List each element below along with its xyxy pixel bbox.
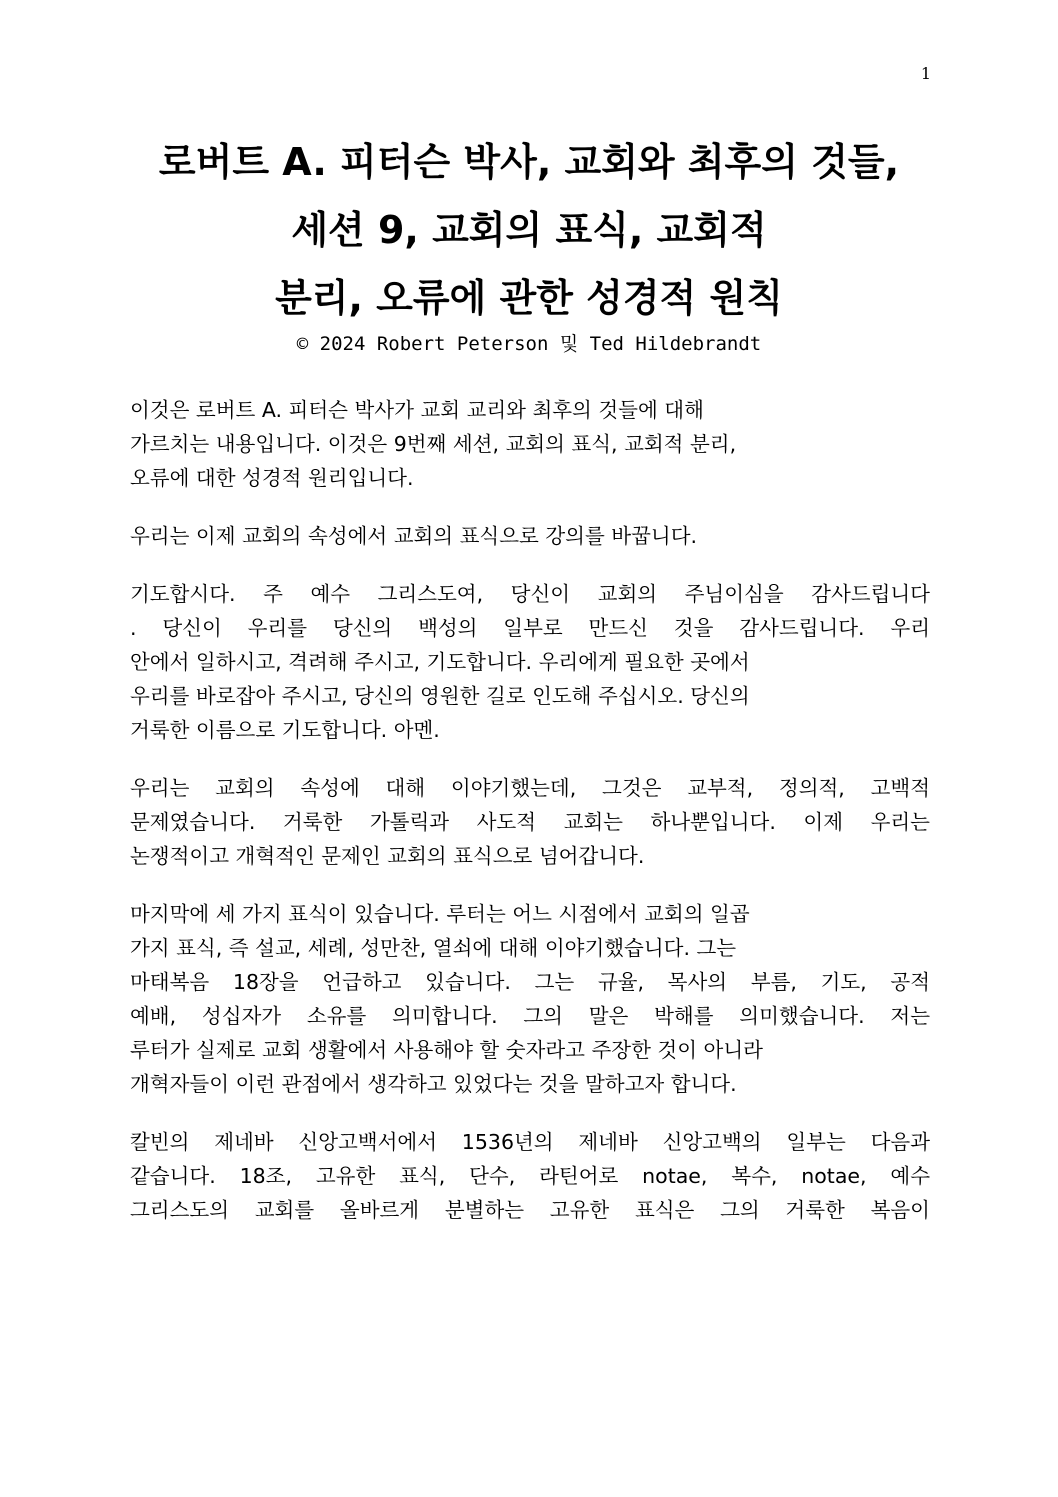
text-line: 거룩한 이름으로 기도합니다. 아멘.	[130, 718, 440, 742]
text-line: 이것은 로버트 A. 피터슨 박사가 교회 교리와 최후의 것들에 대해	[130, 398, 704, 422]
text-line: . 당신이 우리를 당신의 백성의 일부로 만드신 것을 감사드립니다. 우리	[130, 616, 930, 640]
title-line: 분리, 오류에 관한 성경적 원칙	[275, 276, 783, 320]
text-line: 가르치는 내용입니다. 이것은 9번째 세션, 교회의 표식, 교회적 분리,	[130, 432, 737, 456]
text-line: 우리를 바로잡아 주시고, 당신의 영원한 길로 인도해 주십시오. 당신의	[130, 684, 750, 708]
paragraph-attributes	[130, 771, 930, 873]
paragraph-transition	[130, 519, 930, 553]
text-line: 마태복음 18장을 언급하고 있습니다. 그는 규율, 목사의 부름, 기도, 공적	[130, 970, 930, 994]
text-line: 우리는 교회의 속성에 대해 이야기했는데, 그것은 교부적, 정의적, 고백적	[130, 776, 930, 800]
page-number: 1	[920, 64, 931, 83]
paragraph-intro	[130, 393, 930, 495]
text-line: 논쟁적이고 개혁적인 문제인 교회의 표식으로 넘어갑니다.	[130, 844, 645, 868]
text-line: 가지 표식, 즉 설교, 세례, 성만찬, 열쇠에 대해 이야기했습니다. 그는	[130, 936, 737, 960]
text-line: 기도합시다. 주 예수 그리스도여, 당신이 교회의 주님이심을 감사드립니다	[130, 582, 930, 606]
text-line: 루터가 실제로 교회 생활에서 사용해야 할 숫자라고 주장한 것이 아니라	[130, 1038, 763, 1062]
text-line: 개혁자들이 이런 관점에서 생각하고 있었다는 것을 말하고자 합니다.	[130, 1072, 737, 1096]
text-line: 마지막에 세 가지 표식이 있습니다. 루터는 어느 시점에서 교회의 일곱	[130, 902, 750, 926]
paragraph-luther	[130, 897, 930, 1101]
text-line: 우리는 이제 교회의 속성에서 교회의 표식으로 강의를 바꿉니다.	[130, 524, 698, 548]
document-title	[60, 128, 998, 332]
text-line: 안에서 일하시고, 격려해 주시고, 기도합니다. 우리에게 필요한 곳에서	[130, 650, 750, 674]
paragraph-calvin	[130, 1125, 930, 1227]
document-body	[130, 393, 930, 1251]
text-line: 문제였습니다. 거룩한 가톨릭과 사도적 교회는 하나뿐입니다. 이제 우리는	[130, 810, 930, 834]
text-line: 그리스도의 교회를 올바르게 분별하는 고유한 표식은 그의 거룩한 복음이	[130, 1198, 930, 1222]
text-line: 오류에 대한 성경적 원리입니다.	[130, 466, 414, 490]
text-line: 같습니다. 18조, 고유한 표식, 단수, 라틴어로 notae, 복수, notae, 예수	[130, 1164, 930, 1188]
title-line: 로버트 A. 피터슨 박사, 교회와 최후의 것들,	[158, 140, 900, 184]
text-line: 예배, 성십자가 소유를 의미합니다. 그의 말은 박해를 의미했습니다. 저는	[130, 1004, 930, 1028]
text-line: 칼빈의 제네바 신앙고백서에서 1536년의 제네바 신앙고백의 일부는 다음과	[130, 1130, 930, 1154]
paragraph-prayer	[130, 577, 930, 747]
copyright-notice: © 2024 Robert Peterson 및 Ted Hildebrandt	[296, 333, 762, 355]
title-line: 세션 9, 교회의 표식, 교회적	[291, 208, 767, 252]
